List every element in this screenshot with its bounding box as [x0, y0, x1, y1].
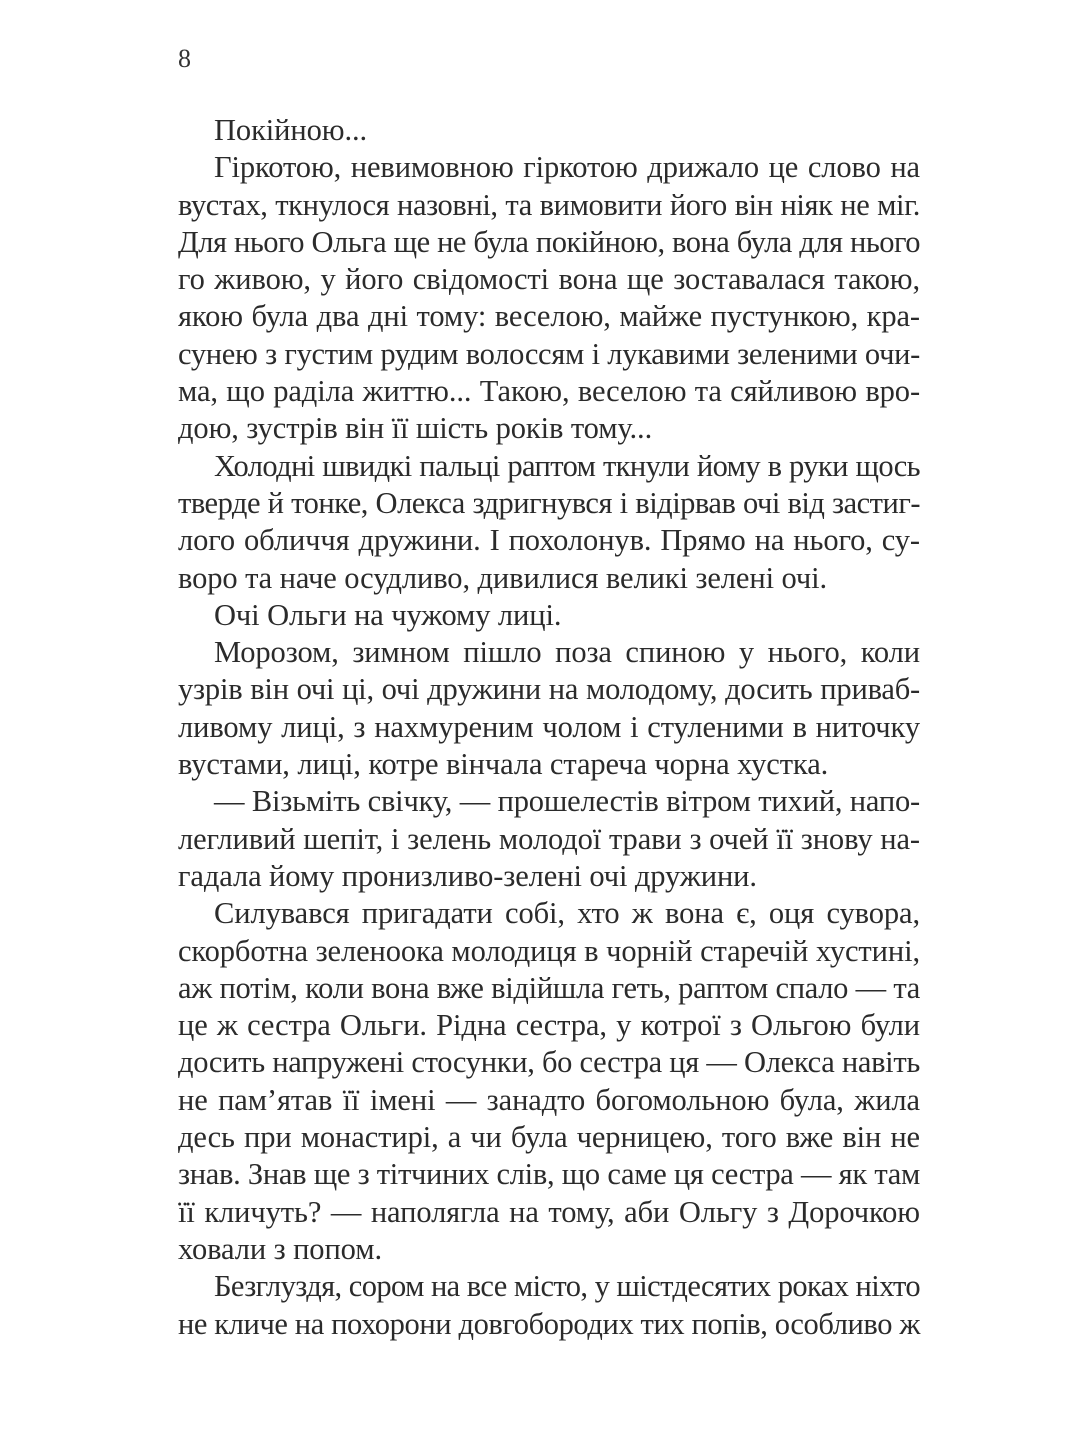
- text-line: не кличе на похорони довгобородих тих попів, особливо ж: [178, 1306, 920, 1341]
- text-line: — Візьміть свічку, — прошелестів вітром тихий, напо-: [214, 784, 920, 819]
- text-line: гадала йому пронизливо-зелені очі дружини.: [178, 858, 757, 893]
- text-line: вустами, лиці, котре вінчала стареча чорна хустка.: [178, 747, 829, 782]
- text-line: дою, зустрів він її шість років тому...: [178, 411, 653, 446]
- text-line: узрів він очі ці, очі дружини на молодому, досить приваб-: [178, 672, 920, 707]
- text-line: не пам’ятав її імені — занадто богомольною була, жила: [178, 1082, 920, 1117]
- text-line: знав. Знав ще з тітчиних слів, що саме ця сестра — як там: [178, 1157, 920, 1192]
- text-line: го живою, у його свідомості вона ще зоставалася такою,: [178, 262, 920, 297]
- text-line: її кличуть? — наполягла на тому, аби Ольгу з Дорочкою: [178, 1194, 920, 1229]
- text-line: Морозом, зимном пішло поза спиною у нього, коли: [214, 635, 920, 670]
- text-line: ма, що раділа життю... Такою, веселою та сяйливою вро-: [178, 374, 920, 409]
- text-line: вустах, ткнулося назовні, та вимовити його він ніяк не міг.: [178, 187, 920, 222]
- text-line: аж потім, коли вона вже відійшла геть, раптом спало — та: [178, 970, 920, 1005]
- text-line: Покійною...: [214, 113, 368, 147]
- text-line: скорботна зеленоока молодиця в чорній старечій хустині,: [178, 933, 920, 968]
- text-line: Гіркотою, невимовною гіркотою дрижало це слово на: [214, 150, 920, 185]
- text-line: це ж сестра Ольги. Рідна сестра, у котрої з Ольгою були: [178, 1008, 920, 1043]
- text-line: Силувався пригадати собі, хто ж вона є, оця сувора,: [214, 896, 920, 931]
- text-line: сунею з густим рудим волоссям і лукавими зеленими очи-: [178, 336, 920, 371]
- text-line: легливий шепіт, і зелень молодої трави з очей її знову на-: [178, 821, 920, 856]
- text-line: лого обличчя дружини. І похолонув. Прямо на нього, су-: [178, 523, 920, 558]
- body-text: [178, 112, 920, 1343]
- text-line: Для нього Ольга ще не була покійною, вона була для нього: [178, 224, 920, 259]
- text-line: Очі Ольги на чужому лиці.: [214, 597, 562, 632]
- text-line: ховали з попом.: [178, 1231, 382, 1266]
- text-line: тверде й тонке, Олекса здригнувся і відірвав очі від застиг-: [178, 485, 920, 520]
- text-line: Холодні швидкі пальці раптом ткнули йому в руки щось: [214, 448, 920, 483]
- text-line: якою була два дні тому: веселою, майже пустункою, кра-: [178, 299, 920, 334]
- text-line: Безглуздя, сором на все місто, у шістдесятих роках ніхто: [214, 1269, 920, 1304]
- text-line: десь при монастирі, а чи була черницею, того вже він не: [178, 1120, 920, 1155]
- text-line: воро та наче осудливо, дивилися великі зелені очі.: [178, 560, 827, 595]
- text-line: ливому лиці, з нахмуреним чолом і стуленими в ниточку: [178, 709, 920, 744]
- page-number: 8: [178, 44, 191, 73]
- text-line: досить напружені стосунки, бо сестра ця — Олекса навіть: [178, 1045, 920, 1080]
